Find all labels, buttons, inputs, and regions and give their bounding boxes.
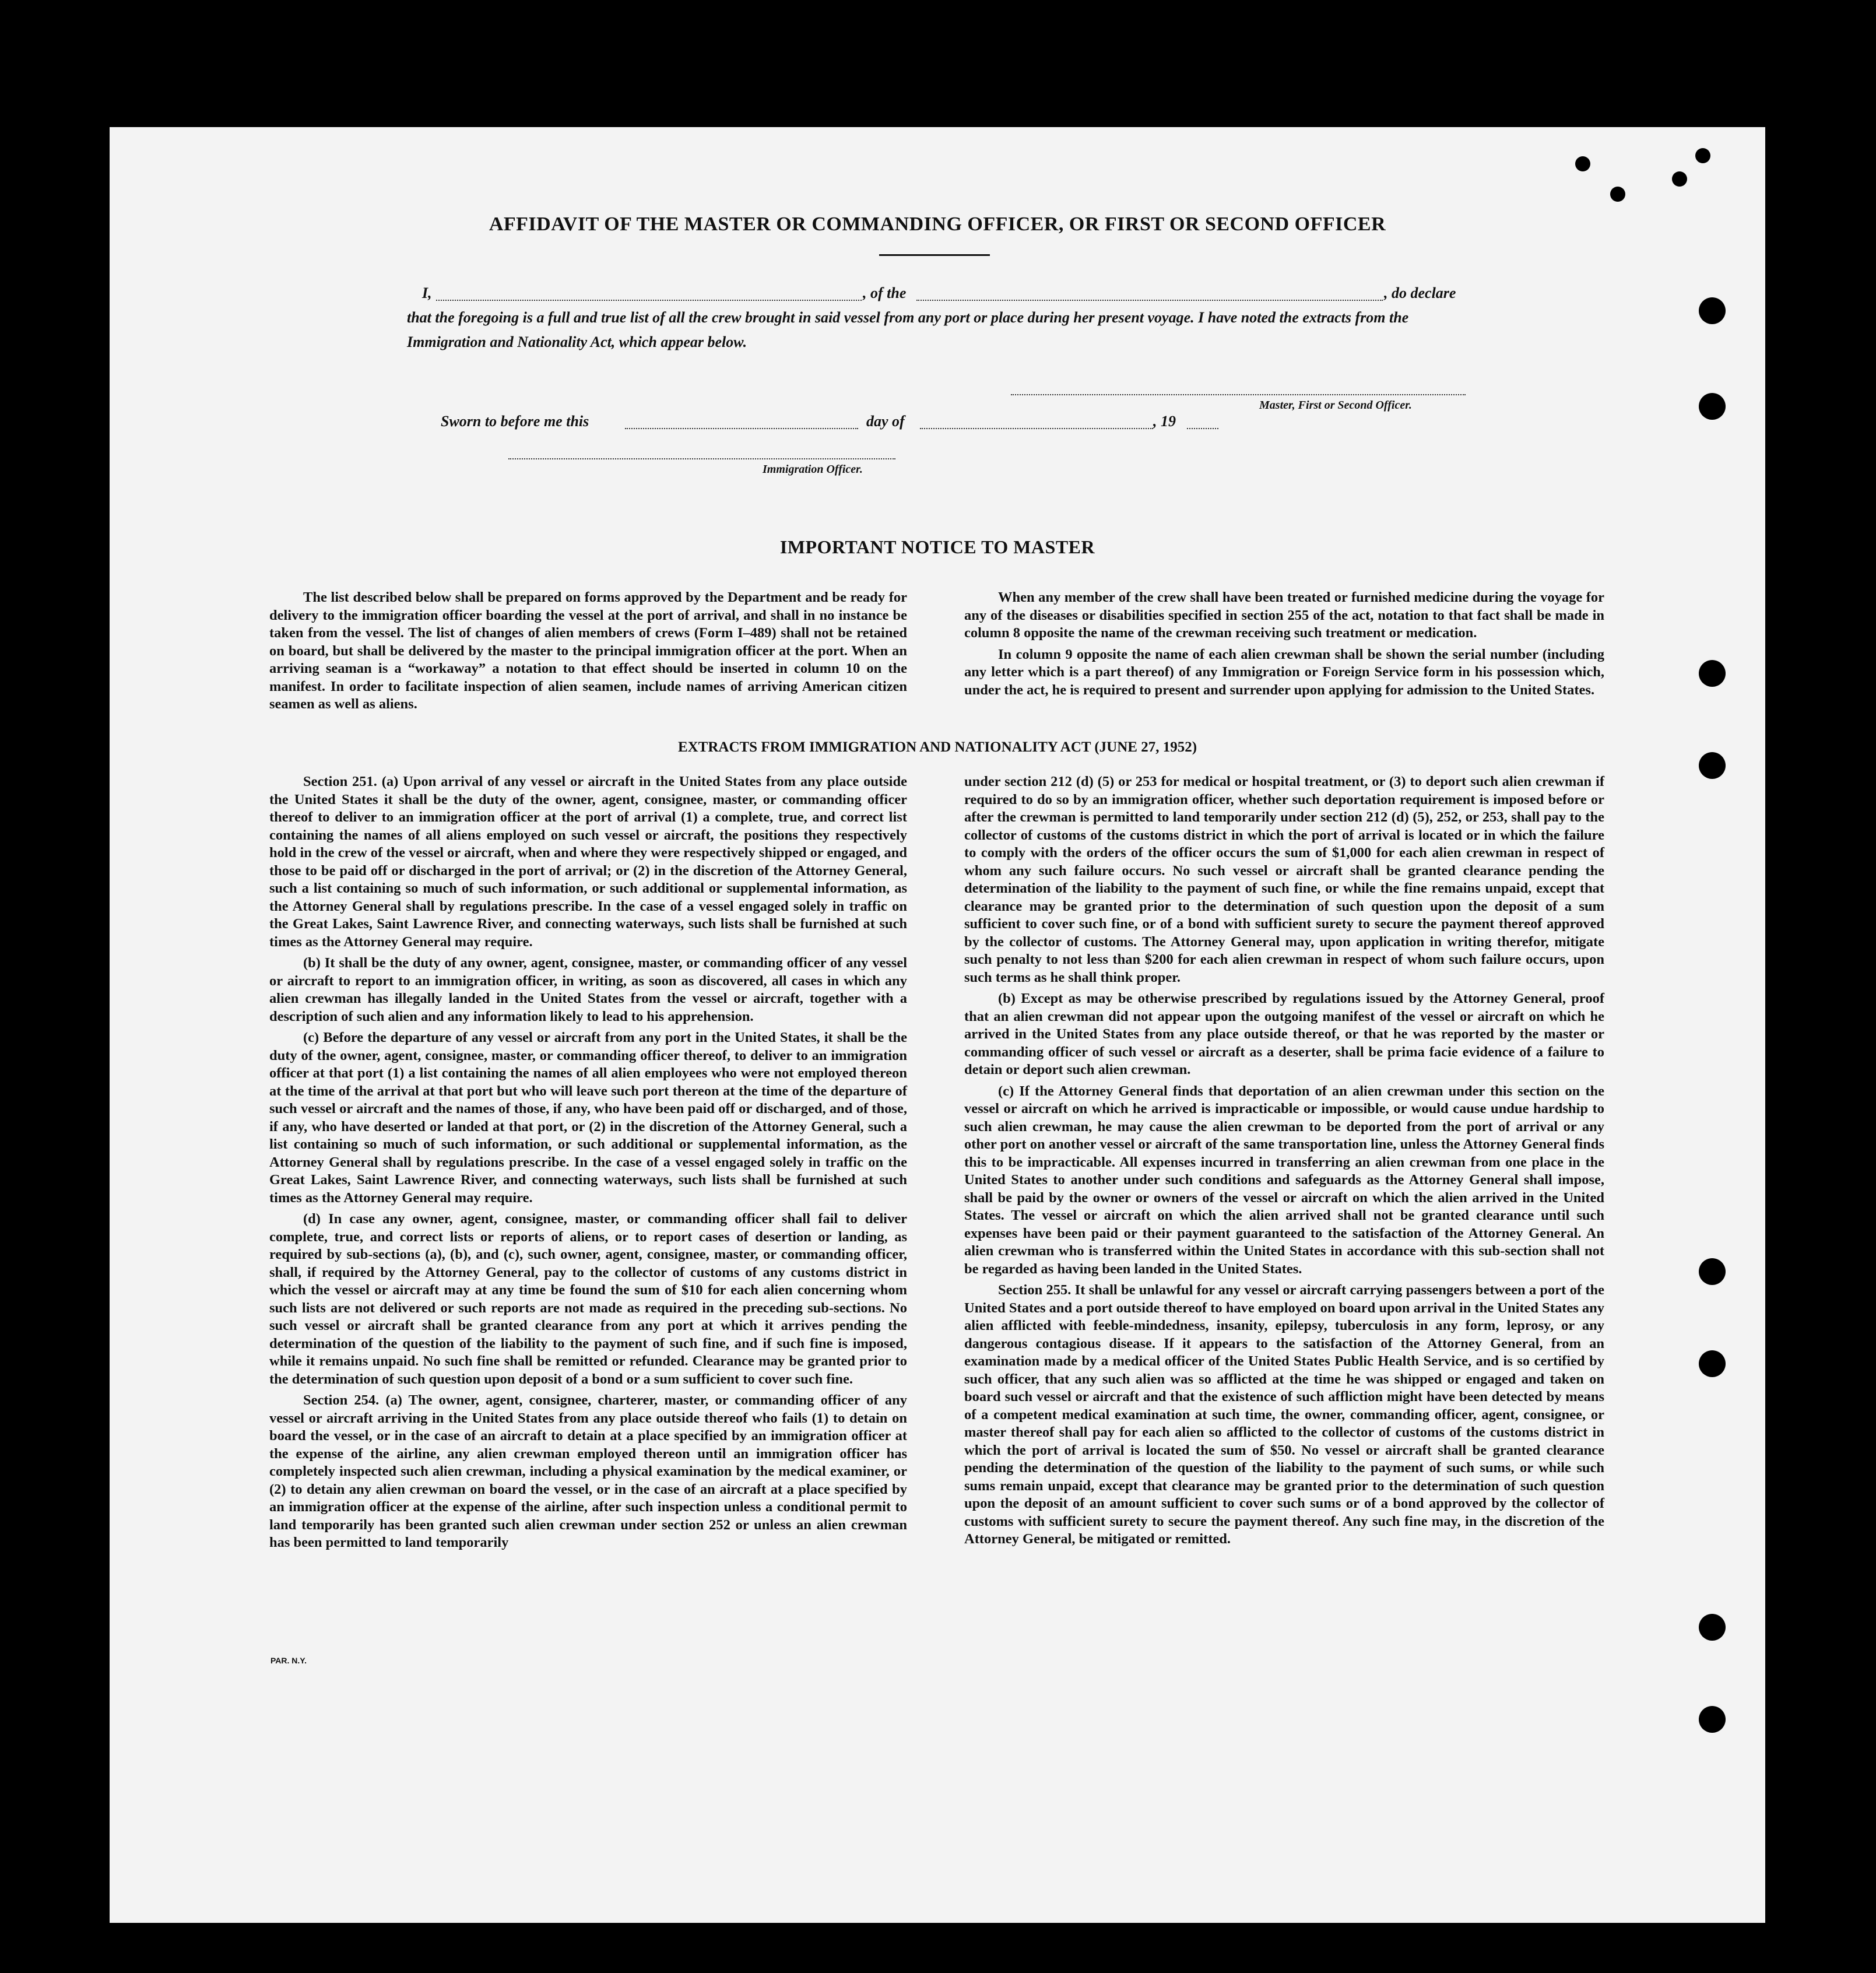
declare-label: , do declare [1384,285,1456,301]
master-signature-label: Master, First or Second Officer. [1259,399,1412,412]
punch-hole [1699,1614,1726,1641]
section-paragraph: Section 251. (a) Upon arrival of any vessel or aircraft in the United States from any place outside the United States it shall be the duty of the owner, agent, consignee, master, or commanding officer thereof to deliver to an immigration officer at the port of arrival (1) a complete, true, and correct list containing the names of all aliens employed on such vessel or aircraft, the positions they respectively hold in the crew of the vessel or aircraft, when and where they were respectively shipped or engaged, and those to be paid off or discharged in the port of arrival; or (2) in the discretion of the Attorney General, such a list containing so much of such information, or such additional or supplemental information, as the Attorney General shall by regulations prescribe. In the case of a vessel engaged solely in traffic on the Great Lakes, Saint Lawrence River, and connecting waterways, such lists shall be furnished at such times as the Attorney General may require. [269,774,907,950]
extracts-left-column [269,773,907,1552]
notice-left-column [269,589,907,714]
day-of-label: day of [866,413,905,430]
punch-hole [1699,1706,1726,1733]
section-paragraph: under section 212 (d) (5) or 253 for medical or hospital treatment, or (3) to deport such alien crewman if required to do so by an immigration officer, whether such deportation requirement is imposed before or after the crewman is permitted to land temporarily under section 212 (d) (5), 252, or 253, shall pay to the collector of customs of the customs district in which the port of arrival is located or in which the failure to comply with the orders of the officer occurs the sum of $1,000 for each alien crewman in respect of whom any such failure occurs. No such vessel or aircraft shall be granted clearance pending the determination of the liability to the payment of such fine, or while the fine remains unpaid, except that clearance may be granted prior to the determination of such question upon the deposit of a sum sufficient to cover such fine, or of a bond with sufficient surety to secure the payment thereof approved by the collector of customs. The Attorney General may, upon application in writing therefor, mitigate such penalty to not less than $200 for each alien crewman in respect of whom such failure occurs, upon such terms as he shall think proper. [964,774,1604,985]
punch-hole [1699,1258,1726,1285]
section-paragraph: (b) It shall be the duty of any owner, agent, consignee, master, or commanding officer of any vessel or aircraft to report to an immigration officer, in writing, as soon as discovered, all cases in which any alien crewman has illegally landed in the United States from the vessel or aircraft, together with a description of such alien and any information likely to lead to his apprehension. [269,955,907,1024]
punch-hole [1695,148,1710,163]
punch-hole [1699,1350,1726,1377]
notice-right-column [964,589,1604,699]
vessel-label: , of the [863,285,907,301]
sworn-month-field[interactable] [920,428,1153,429]
section-paragraph: Section 255. It shall be unlawful for any vessel or aircraft carrying passengers between a port of the United States and a port outside thereof to have employed on board upon arrival in the United States any alien afflicted with feeble-mindedness, insanity, epilepsy, tuberculosis in any form, leprosy, or any dangerous contagious disease. If it appears to the satisfaction of the Attorney General, from an examination made by a medical officer of the United States Public Health Service, and is so certified by such officer, that any such alien was so afflicted at the time he was shipped or engaged and taken on board such vessel or aircraft and that the existence of such affliction might have been detected by means of a competent medical examination at such time, the owner, commanding officer, agent, consignee, or master thereof shall pay for each alien so afflicted to the collector of customs of the customs district in which the port of arrival is located the sum of $50. No vessel or aircraft shall be granted clearance pending the determination of the question of the liability to the payment of such sums, or while such sums remain unpaid, except that clearance may be granted prior to the determination of such question upon the deposit of an amount sufficient to cover such sums or of a bond approved by the collector of customs with sufficient surety to secure the payment thereof. Any such fine may, in the discretion of the Attorney General, be mitigated or remitted. [964,1282,1605,1547]
section-paragraph: Section 254. (a) The owner, agent, consignee, charterer, master, or commanding officer of any vessel or aircraft arriving in the United States from any place outside thereof who fails (1) to detain on board the vessel, or in the case of an aircraft to detain at a place specified by an immigration officer at the expense of the airline, any alien crewman employed thereon until an immigration officer has completely inspected such alien crewman, including a physical examination by the medical examiner, or (2) to detain any alien crewman on board the vessel, or in the case of an aircraft at a place specified by an immigration officer at the expense of the airline, after such inspection unless a conditional permit to land temporarily has been granted such alien crewman under section 252 or unless an alien crewman has been permitted to land temporarily [269,1392,907,1550]
punch-hole [1699,752,1726,779]
section-paragraph: (d) In case any owner, agent, consignee, master, or commanding officer shall fail to deliver complete, true, and correct lists or reports of aliens, or to report cases of desertion or landing, as required by sub-sections (a), (b), and (c), such owner, agent, consignee, master, or commanding officer, shall, if required by the Attorney General, pay to the collector of customs of any customs district in which the vessel or aircraft may at any time be found the sum of $10 for each alien concerning whom such lists are not delivered or such reports are not made as required in the preceding sub-sections. No such vessel or aircraft shall be granted clearance from any port at which it arrives pending the determination of the question of the liability to the payment of such fine, and if such fine is imposed, while it remains unpaid. No such fine shall be remitted or refunded. Clearance may be granted prior to the determination of such question upon deposit of a bond or a sum sufficient to cover such fine. [269,1211,907,1387]
name-field[interactable] [436,300,862,301]
section-paragraph: (c) Before the departure of any vessel or aircraft from any port in the United States, it shall be the duty of the owner, agent, consignee, master, or commanding officer thereof, to deliver to an immigration officer at that port (1) a list containing the names of all alien employees who were not employed thereon at the time of the arrival at that port but who will leave such port thereon at the time of the departure of such vessel or aircraft and the names of those, if any, who have been paid off or discharged, and of those, if any, who have deserted or landed at that port, or (2) in the discretion of the Attorney General, such a list containing so much of such information, or such additional or supplemental information, as the Attorney General shall by regulations prescribe. In the case of a vessel engaged solely in traffic on the Great Lakes, Saint Lawrence River, and connecting waterways, such lists shall be furnished at such times as the Attorney General may require. [269,1030,907,1206]
printer-mark: PAR. N.Y. [270,1656,307,1665]
officer-signature-label: Immigration Officer. [763,463,863,476]
notice-title: IMPORTANT NOTICE TO MASTER [779,536,1095,557]
declaration-statement: that the foregoing is a full and true list of all the crew brought in said vessel from any port or place during her present voyage. I have noted the extracts from the Immigration and Nationality Act, which appear below. [407,309,1409,350]
section-paragraph: (b) Except as may be otherwise prescribed by regulations issued by the Attorney General, proof that an alien crewman did not appear upon the outgoing manifest of the vessel or aircraft on which he arrived in the United States from any place outside thereof, or that he was reported by the master or commanding officer of such vessel or aircraft as a deserter, shall be prima facie evidence of a failure to detain or deport such alien crewman. [964,991,1604,1077]
notice-paragraph: In column 9 opposite the name of each alien crewman shall be shown the serial number (including any letter which is a part thereof) of any Immigration or Foreign Service form in his possession which, under the act, he is required to present and surrender upon applying for admission to the United States. [964,646,1604,698]
sworn-label: Sworn to before me this [441,413,589,430]
punch-hole [1699,393,1726,420]
title-divider [879,254,990,256]
punch-hole [1699,660,1726,687]
punch-hole [1575,156,1590,171]
punch-hole [1610,187,1625,202]
notice-paragraph: The list described below shall be prepared on forms approved by the Department and be ready for delivery to the immigration officer boarding the vessel at the port of arrival, and shall in no instance be taken from the vessel. The list of changes of alien members of crews (Form I–489) shall not be retained on board, but shall be delivered by the master to the principal immigration officer at the port. When an arriving seaman is a “workaway” a notation to that effect should be inserted in column 10 on the manifest. In order to facilitate inspection of alien seamen, include names of arriving American citizen seamen as well as aliens. [269,589,907,712]
extracts-title: EXTRACTS FROM IMMIGRATION AND NATIONALITY ACT (JUNE 27, 1952) [677,739,1197,755]
sworn-year-field[interactable] [1187,428,1218,429]
master-signature-field[interactable] [1011,394,1466,395]
section-paragraph: (c) If the Attorney General finds that deportation of an alien crewman under this section on the vessel or aircraft on which he arrived is impracticable or impossible, or would cause undue hardship to such alien crewman, he may cause the alien crewman to be deported from the port of arrival or any other port on another vessel or aircraft of the same transportation line, unless the Attorney General finds this to be impracticable. All expenses incurred in transferring an alien crewman from one place in the United States to another under such conditions and safeguards as the Attorney General shall impose, shall be paid by the owner or owners of the vessel or aircraft on which the alien arrived in the United States. The vessel or aircraft on which the alien arrived shall not be granted clearance until such expenses have been paid or their payment guaranteed to the satisfaction of the Attorney General. An alien crewman who is transferred within the United States in accordance with this sub-section shall not be regarded as having been landed in the United States. [964,1083,1604,1277]
vessel-field[interactable] [916,300,1383,301]
sworn-day-field[interactable] [625,428,858,429]
name-label: I, [422,285,432,301]
year-label: , 19 [1153,413,1176,430]
extracts-right-column [964,773,1604,1549]
affidavit-title: AFFIDAVIT OF THE MASTER OR COMMANDING OFFICER, OR FIRST OR SECOND OFFICER [489,213,1386,235]
punch-hole [1672,171,1687,187]
notice-paragraph: When any member of the crew shall have been treated or furnished medicine during the voyage for any of the diseases or disabilities specified in section 255 of the act, notation to that fact shall be made in column 8 opposite the name of the crewman receiving such treatment or medication. [964,589,1604,641]
officer-signature-field[interactable] [508,458,895,459]
punch-hole [1699,297,1726,324]
document-page [110,127,1765,1923]
